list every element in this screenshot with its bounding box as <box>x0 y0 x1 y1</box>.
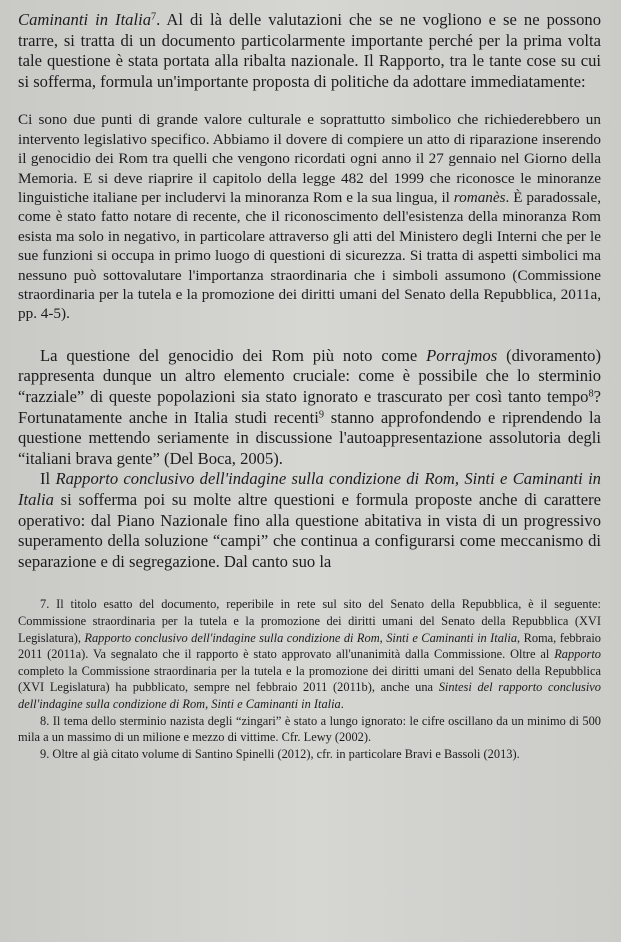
body-p1-b: (divoramento) rappresenta dunque un altro elemento cruciale: come è possibile che lo sterminio “razziale” di queste popolazioni sia stato ignorato e trascurato per così tanto tempo <box>18 345 601 407</box>
body-text <box>18 346 601 573</box>
footnote-ref-9: 9 <box>318 408 325 420</box>
quote-part-2: . È paradossale, come è stato fatto notare di recente, che il riconoscimento dell'esistenza della minoranza Rom esista ma solo in negativo, in particolare attraverso gli atti del Ministero degli Interni che per le sue funzioni si occupa in primo luogo di questioni di sicurezza. Si tratta di aspetti simbolici ma nessuno può sottovalutare l'importanza straordinaria che i simboli assumono (Commissione straordinaria per la tutela e la promozione dei diritti umani del Senato della Repubblica, 2011a, pp. 4-5). <box>18 189 601 323</box>
footnote-7 <box>18 596 601 712</box>
fn7-rapporto: Rapporto <box>554 647 601 662</box>
body-p2-b: si sofferma poi su molte altre questioni e formula proposte anche di carattere operativo: dal Piano Nazionale fino alla questione abitativa in vista di un progressivo superamento della soluzione “campi” che continua a configurarsi come meccanismo di separazione e di segregazione. Dal canto suo la <box>18 490 601 571</box>
fn7-b: , Roma, febbraio 2011 (2011a). Va segnalato che il rapporto è stato approvato all'unanimità dalla Commissione. Oltre al <box>18 630 601 662</box>
body-p1-c: ? Fortunatamente anche in Italia studi recenti <box>18 387 601 427</box>
body-p1-a: La questione del genocidio dei Rom più noto come <box>40 345 427 365</box>
report-title: Rapporto conclusivo dell'indagine sulla condizione di Rom, Sinti e Caminanti in Italia <box>18 469 601 509</box>
footnote-8: 8. Il tema dello sterminio nazista degli “zingari” è stato a lungo ignorato: le cifre oscillano da un minimo di 500 mila a un massimo di un milione e mezzo di vittime. Cfr. Lewy (2002). <box>18 713 601 745</box>
quote-romanes: romanès <box>453 189 506 206</box>
body-paragraph-1 <box>18 346 601 470</box>
porrajmos-term: Porrajmos <box>426 345 498 365</box>
body-paragraph-2 <box>18 469 601 572</box>
fn7-title-1: Rapporto conclusivo dell'indagine sulla condizione di Rom, Sinti e Caminanti in Italia <box>84 630 518 645</box>
footnotes <box>18 596 601 762</box>
intro-text <box>18 10 601 92</box>
quote-part-1: Ci sono due punti di grande valore culturale e soprattutto simbolico che richiederebbero un intervento legislativo specifico. Abbiamo il dovere di compiere un atto di riparazione inserendo il genocidio dei Rom tra quelli che vengono ricordati ogni anno il 27 gennaio nel Giorno della Memoria. E si deve riaprire il capitolo della legge 482 del 1999 che riconosce le minoranze linguistiche italiane per includervi la minoranza Rom e la sua lingua, il <box>18 111 601 206</box>
intro-title: Caminanti in Italia <box>18 10 151 29</box>
intro-body: . Al di là delle valutazioni che se ne vogliono e se ne possono trarre, si tratta di un documento particolarmente importante perché per la prima volta tale questione è stata portata alla ribalta nazionale. Il Rapporto, tra le tante cose su cui si sofferma, formula un'importante proposta di politiche da adottare immediatamente: <box>18 10 601 91</box>
body-p1-d: stanno approfondendo e riprendendo la questione mettendo seriamente in discussione l'autoappresentazione assolutoria degli “italiani brava gente” (Del Boca, 2005). <box>18 407 601 468</box>
fn7-c: completo la Commissione straordinaria per la tutela e la promozione dei diritti umani del Senato della Repubblica (XVI Legislatura) ha pubblicato, sempre nel febbraio 2011 (2011b), anche una <box>18 663 601 695</box>
intro-paragraph <box>18 10 601 92</box>
fn7-d: . <box>340 696 344 711</box>
footnote-ref-7: 7 <box>151 11 157 23</box>
fn7-title-2: Sintesi del rapporto conclusivo dell'indagine sulla condizione di Rom, Sinti e Caminanti in Italia <box>18 680 601 711</box>
quote-text <box>18 110 601 323</box>
fn7-a: 7. Il titolo esatto del documento, reperibile in rete sul sito del Senato della Repubblica, è il seguente: Commissione straordinaria per la tutela e la promozione dei diritti umani del Senato della Repubblica (XVI Legislatura), <box>18 597 601 645</box>
footnote-ref-8: 8 <box>588 388 594 400</box>
block-quote <box>18 110 601 323</box>
body-p2-a: Il <box>40 469 56 489</box>
footnote-9: 9. Oltre al già citato volume di Santino Spinelli (2012), cfr. in particolare Bravi e Bassoli (2013). <box>40 746 520 761</box>
